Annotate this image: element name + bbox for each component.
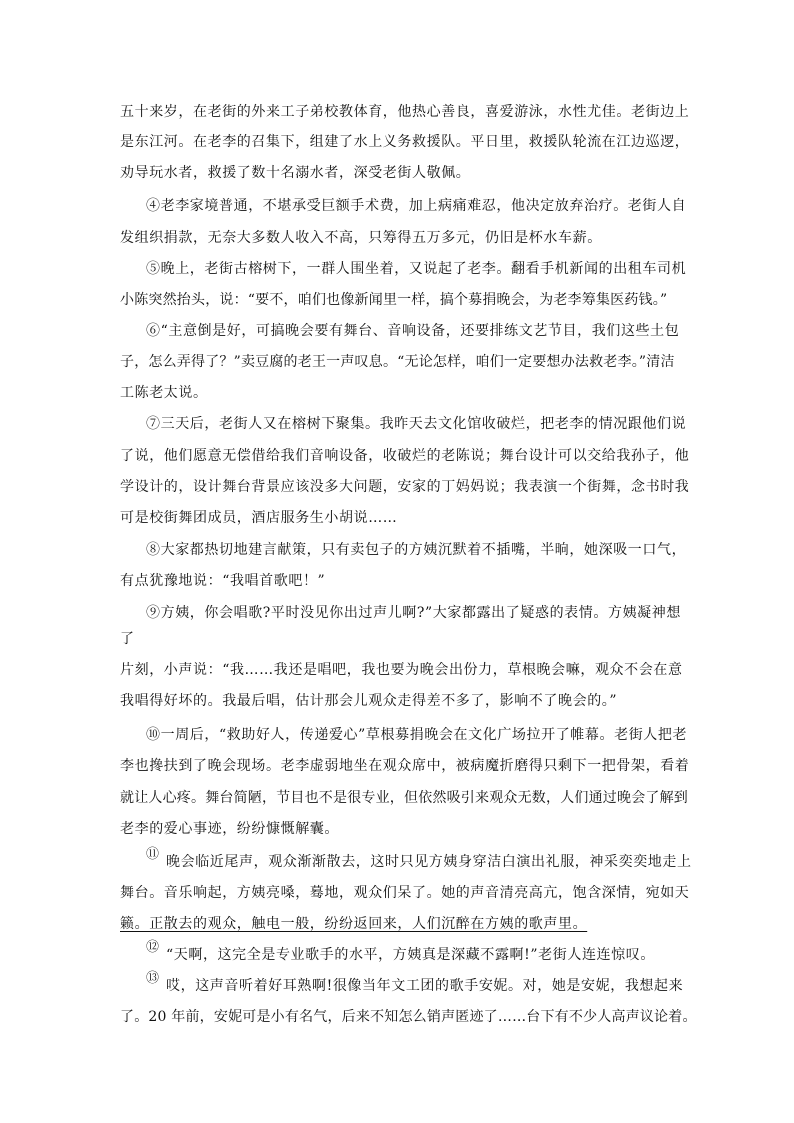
text-line: 工陈老太说。 [120, 385, 208, 401]
paragraph-11-line: 晚会临近尾声，观众渐渐散去，这时只见方姨身穿洁白演出礼服，神采奕奕地走上 [166, 854, 692, 870]
text-line: 子，怎么弄得了？”卖豆腐的老王一声叹息。“无论怎样，咱们一定要想办法救老李。”清洁 [120, 354, 675, 370]
text-line: 是东江河。在老李的召集下，组建了水上义务救援队。平日里，救援队轮流在江边巡逻， [120, 134, 690, 150]
text-line: 学设计的，设计舞台背景应该没多大问题，安家的丁妈妈说；我表演一个街舞，念书时我 [120, 479, 690, 495]
text-line: 老李的爱心事迹，纷纷慷慨解囊。 [120, 821, 339, 837]
paragraph-6-line: ⑥“主意倒是好，可搞晚会要有舞台、音响设备，还要排练文艺节目，我们这些土包 [146, 323, 680, 339]
paragraph-9-line: ⑨方姨，你会唱歌?平时没见你出过声儿啊?”大家都露出了疑惑的表情。方姨凝神想 [146, 605, 681, 621]
paragraph-12-line: “天啊，这完全是专业歌手的水平，方姨真是深藏不露啊!”老街人连连惊叹。 [166, 947, 655, 963]
paragraph-4-line: ④老李家境普通，不堪承受巨额手术费，加上病痛难忍，他决定放弃治疗。老街人自 [146, 198, 687, 214]
text-line: 了说，他们愿意无偿借给我们音响设备，收破烂的老陈说；舞台设计可以交给我孙子，他 [120, 448, 690, 464]
paragraph-7-line: ⑦三天后，老街人又在榕树下聚集。我昨天去文化馆收破烂，把老李的情况跟他们说 [146, 416, 687, 432]
text-line: 可是校街舞团成员，酒店服务生小胡说…… [120, 510, 398, 526]
text-line: 了 [120, 631, 135, 647]
paragraph-10-line: ⑩一周后，“救助好人，传递爱心”草根募捐晚会在文化广场拉开了帷幕。老街人把老 [146, 727, 688, 743]
text-line: 就让人心疼。舞台简陋，节目也不是很专业，但依然吸引来观众无数，人们通过晚会了解到 [120, 790, 688, 806]
text-line: 劝导玩水者，救援了数十名溺水者，深受老街人敬佩。 [120, 165, 471, 181]
text-line: 片刻，小声说：“我……我还是唱吧，我也要为晚会出份力，草根晚会嘛，观众不会在意 [120, 662, 683, 678]
paragraph-11-marker: ⑪ [146, 847, 160, 862]
underlined-sentence: 籁。正散去的观众，触电一般，纷纷返回来，人们沉醉在方姨的歌声里。 [120, 916, 588, 932]
paragraph-13-line: 哎，这声音听着好耳熟啊!很像当年文工团的歌手安妮。对，她是安妮，我想起来 [166, 978, 684, 994]
text-line: 发组织捐款，无奈大多数人收入不高，只筹得五万多元，仍旧是杯水车薪。 [120, 230, 602, 246]
text-line: 小陈突然抬头，说：“要不，咱们也像新闻里一样，搞个募捐晚会，为老李筹集医药钱。” [120, 292, 668, 308]
text-line: 李也搀扶到了晚会现场。老李虚弱地坐在观众席中，被病魔折磨得只剩下一把骨架，看着 [120, 758, 690, 774]
text-line: 了。20 年前，安妮可是小有名气，后来不知怎么销声匿迹了……台下有不少人高声议论着。 [120, 1009, 697, 1025]
paragraph-13-marker: ⑬ [146, 971, 160, 986]
text-line: 舞台。音乐响起，方姨亮嗓，蓦地，观众们呆了。她的声音清亮高亢，饱含深情，宛如天 [120, 885, 690, 901]
text-line: 我唱得好坏的。我最后唱，估计那会儿观众走得差不多了，影响不了晚会的。” [120, 693, 618, 709]
paragraph-5-line: ⑤晚上，老街古榕树下，一群人围坐着，又说起了老李。翻看手机新闻的出租车司机 [146, 261, 687, 277]
text-line: 有点犹豫地说：“我唱首歌吧！” [120, 573, 326, 589]
paragraph-8-line: ⑧大家都热切地建言献策，只有卖包子的方姨沉默着不插嘴，半晌，她深吸一口气， [146, 542, 687, 558]
text-line: 五十来岁，在老街的外来工子弟校教体育，他热心善良，喜爱游泳，水性尤佳。老街边上 [120, 104, 690, 120]
paragraph-12-marker: ⑫ [146, 940, 160, 955]
